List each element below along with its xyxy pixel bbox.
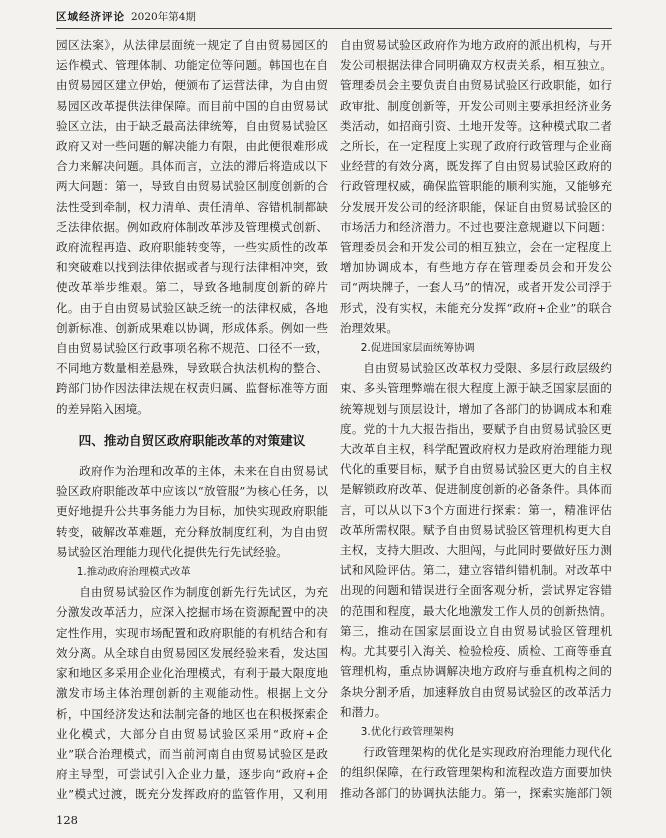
right-column — [340, 35, 612, 805]
issue-label: 2020年第4期 — [131, 11, 196, 23]
subsection-heading: 3.优化行政管理架构 — [360, 725, 454, 738]
running-header — [56, 6, 612, 29]
body-paragraph: 园区法案》，从法律层面统一规定了自由贸易园区的运作模式、管理体制、功能定位等问题。韩国也在自由贸易园区建立伊始，便颁布了运营法律，为自由贸易园区改革提供法律保障。而目前中国的自由贸易试验区立法，由于缺乏最高法律统筹，自由贸易试验区政府又对一些问题的解决能力有限，由此便很难形成合力来解决问题。具体而言，立法的滞后将造成以下两大问题：第一，导致自由贸易试验区制度创新的合法性受到牵制，权力清单、责任清单、容错机制都缺乏法律依据。例如政府体制改革涉及管理模式创新、政府流程再造、政府职能转变等，一些实质性的改革和突破难以找到法律依据或者与现行法律相冲突，致使改革举步维艰。第二，导致各地制度创新的碎片化。由于自由贸易试验区缺乏统一的法律权威，各地创新标准、创新成果难以协调，形成体系。例如一些自由贸易试验区行政事项名称不规范、口径不一致，不同地方数量相差悬殊，导致联合执法机构的整合、跨部门协作因法律法规在权责归属、监督标准等方面的差异陷入困境。 — [56, 38, 328, 416]
body-paragraph: 自由贸易试验区政府作为地方政府的派出机构，与开发公司根据法律合同明确双方权责关系，相互独立。管理委员会主要负责自由贸易试验区行政职能，如行政审批、制度创新等，开发公司则主要承担经济业务类活动，如招商引资、土地开发等。这种模式取二者之所长，在一定程度上实现了政府行政管理与企业商业经营的有效分离，既发挥了自由贸易试验区政府的行政管理权威，确保监管职能的顺利实施，又能够充分发展开发公司的经济职能，保证自由贸易试验区的市场活力和经济潜力。不过也要注意规避以下问题：管理委员会和开发公司的相互独立，会在一定程度上增加协调成本，有些地方存在管理委员会和开发公司“两块牌子，一套人马”的情况，或者开发公司浮于形式，没有实权，未能充分发挥“政府+企业”的联合治理效果。 — [340, 38, 612, 335]
body-paragraph: 行政管理架构的优化是实现政府治理能力现代化的组织保障，在行政管理架构和流程改造方面要加快推动各部门的协调执法能力。第一，探索实施部门领 — [340, 745, 612, 800]
subsection-heading: 2.促进国家层面统筹协调 — [360, 342, 475, 355]
page-number: 128 — [56, 813, 78, 827]
body-paragraph: 自由贸易试验区改革权力受限、多层行政层级约束、多头管理弊端在很大程度上源于缺乏国家层面的统筹规划与顶层设计，增加了各部门的协调成本和难度。党的十九大报告指出，要赋予自由贸易试验区更大改革自主权，科学配置政府权力是政府治理能力现代化的重要目标，赋予自由贸易试验区更大的自主权是解锁政府改革、促进制度创新的必备条件。具体而言，可以从以下3个方面进行探索：第一，精准评估改革所需权限。赋予自由贸易试验区管理机构更大自主权，支持大胆改、大胆闯，与此同时要做好压力测试和风险评估。第二，建立容错纠错机制。对改革中出现的问题和错误进行全面客观分析，尝试界定容错的范围和程度，最大化地激发工作人员的创新热情。第三，推动在国家层面设立自由贸易试验区管理机构。尤其要引入海关、检验检疫、质检、工商等垂直管理机构，重点协调解决地方政府与垂直机构之间的条块分割矛盾，加速释放自由贸易试验区的改革活力和潜力。 — [340, 361, 612, 719]
subsection-heading: 1.推动政府治理模式改革 — [76, 566, 191, 579]
journal-name: 区域经济评论 — [56, 11, 125, 23]
section-heading: 四、推动自贸区政府职能改革的对策建议 — [78, 432, 306, 448]
body-paragraph: 政府作为治理和改革的主体，未来在自由贸易试验区政府职能改革中应该以“放管服”为核心任务，以更好地提升公共事务能力为目标，加快实现政府职能转变，破解改革难题，充分释放制度红利，为自由贸易试验区治理能力现代化提供先行先试经验。 — [56, 464, 328, 559]
body-paragraph: 自由贸易试验区作为制度创新先行先试区，为充分激发改革活力，应深入挖掘市场在资源配置中的决定性作用，实现市场配置和政府职能的有机结合和有效分离。从全球自由贸易园区发展经验来看，发达国家和地区多采用企业化治理模式，有利于最大限度地激发市场主体治理创新的主观能动性。根据上文分析，中国经济发达和法制完备的地区也在积极探索企业化模式，大部分自由贸易试验区采用“政府+企业”联合治理模式，而当前河南自由贸易试验区是政府主导型，可尝试引入企业力量，逐步向“政府+企业”模式过渡，既充分发挥政府的监管作用，又利用 — [56, 585, 328, 802]
left-column — [56, 35, 328, 805]
